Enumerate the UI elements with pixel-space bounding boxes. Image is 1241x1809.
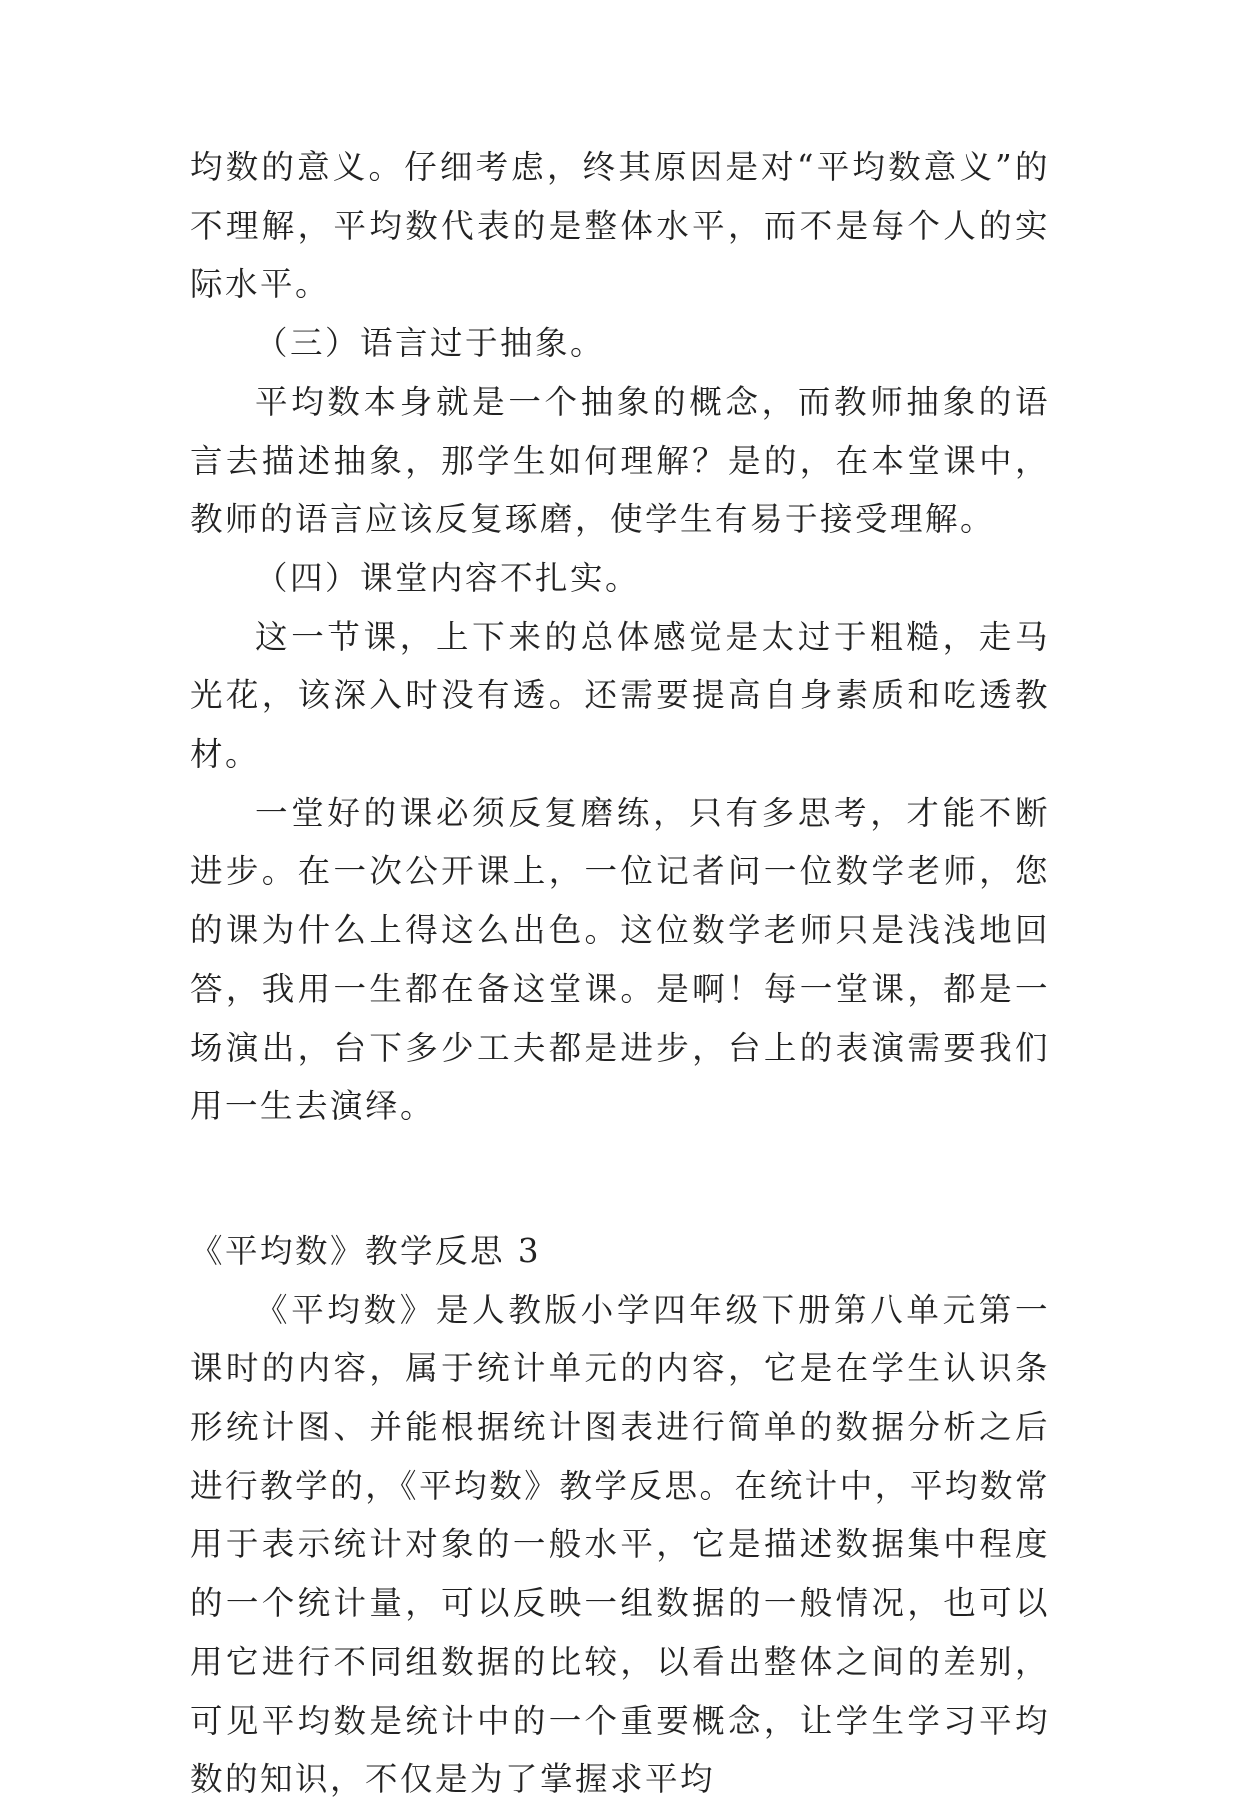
document-body xyxy=(190,138,1050,1809)
paragraph-abstract-language: 平均数本身就是一个抽象的概念，而教师抽象的语言去描述抽象，那学生如何理解？是的，在本堂课中，教师的语言应该反复琢磨，使学生有易于接受理解。 xyxy=(190,382,1050,539)
subheading-three: （三）语言过于抽象。 xyxy=(255,324,606,363)
paragraph-intro: 《平均数》是人教版小学四年级下册第八单元第一课时的内容，属于统计单元的内容，它是在学生认识条形统计图、并能根据统计图表进行简单的数据分析之后进行教学的，《平均数》教学反思。在统计中，平均数常用于表示统计对象的一般水平，它是描述数据集中程度的一个统计量，可以反映一组数据的一般情况，也可以用它进行不同组数据的比较，以看出整体之间的差别，可见平均数是统计中的一个重要概念，让学生学习平均数的知识，不仅是为了掌握求平均 xyxy=(190,1290,1050,1799)
subheading-four: （四）课堂内容不扎实。 xyxy=(255,558,641,597)
paragraph-continuation: 均数的意义。仔细考虑，终其原因是对“平均数意义”的不理解，平均数代表的是整体水平，而不是每个人的实际水平。 xyxy=(190,148,1050,304)
paragraph-good-lesson: 一堂好的课必须反复磨练，只有多思考，才能不断进步。在一次公开课上，一位记者问一位数学老师，您的课为什么上得这么出色。这位数学老师只是浅浅地回答，我用一生都在备这堂课。是啊！每一堂课，都是一场演出，台下多少工夫都是进步，台上的表演需要我们用一生去演绎。 xyxy=(190,793,1050,1126)
paragraph-lesson-content: 这一节课，上下来的总体感觉是太过于粗糙，走马光花，该深入时没有透。还需要提高自身素质和吃透教材。 xyxy=(190,617,1050,774)
section-spacer xyxy=(190,1136,1050,1222)
section-title: 《平均数》教学反思 3 xyxy=(190,1231,542,1270)
